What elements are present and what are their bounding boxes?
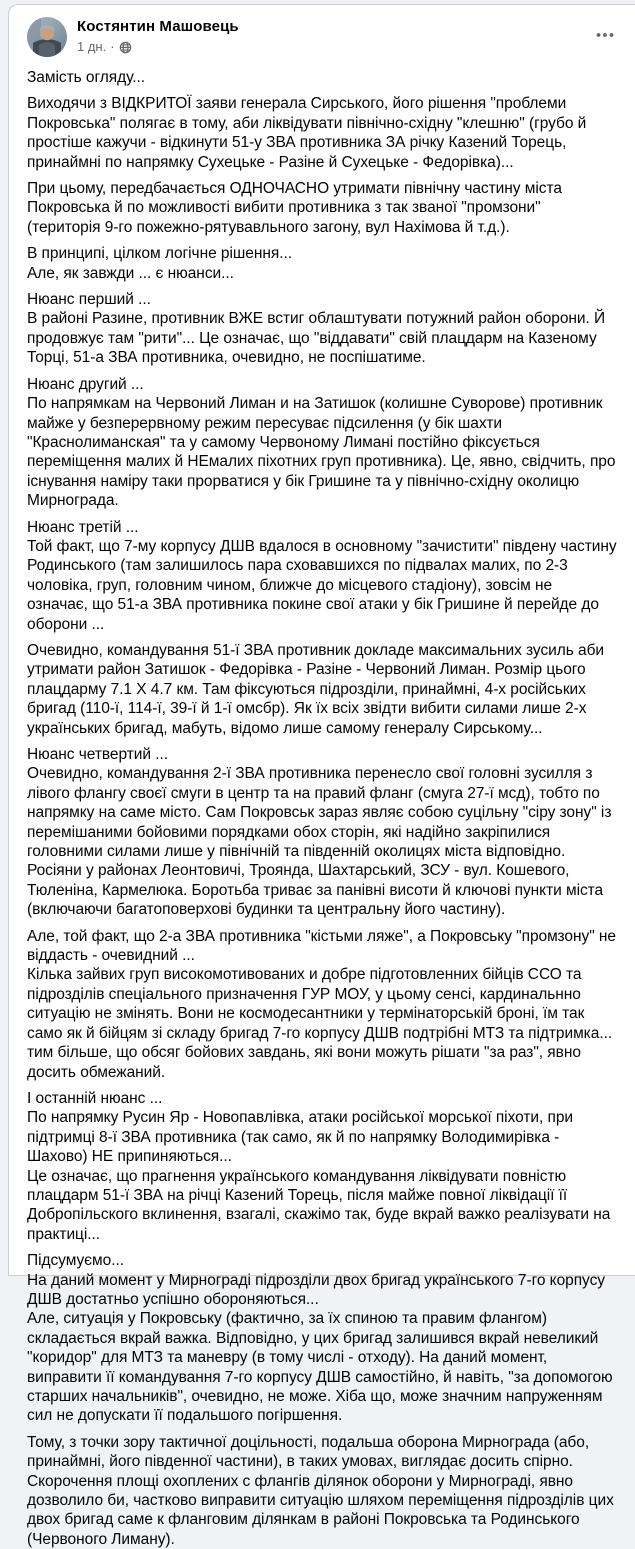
post-paragraph: Очевидно, командування 51-ї ЗВА противник докладе максимальних зусиль аби утримати район Затишок - Федорівка - Разіне - Червоний Лиман. Розмір цього плацдарму 7.1 Х 4.7 км. Там фіксуються підрозділи, принаймні, 4-х російських бригад (110-ї, 114-ї, 39-ї й 1-ї омсбр). Як їх всіх звідти вибити силами лише 2-х українських бригад, мабуть, відомо лише самому генералу Сирському... [27,641,605,737]
timestamp[interactable]: 1 дн. [77,39,107,54]
post-paragraph: Нюанс четвертий ... Очевидно, командування 2-ї ЗВА противника перенесло свої головні зусилля з лівого флангу своєї смуги в центр та на правий фланг (смуга 27-ї мсд), тобто по напрямку на саме місто. Сам Покровськ зараз являє собою суцільну "сіру зону" із перемішаними бойовими порядками обох сторін, які надійно закріпилися головними силами лише у північній та південній околицях міста відповідно. Росіяни у районах Леонтовичі, Троянда, Шахтарський, ЗСУ - вул. Кошевого, Тюленіна, Кармелюка. Боротьба триває за панівні висоти й ключові пункти міста (включаючи багатоповерхові будинки та центральну його частину). [27,746,612,919]
post-paragraph: Підсумуємо... На даний момент у Мирнограді підрозділи двох бригад українського 7-го корпусу ДШВ достатньо успішно обороняються... Але, ситуація у Покровську (фактично, за їх спиною та правим флангом) складається вкрай важка. Відповідно, у цих бригад залишився вкрай невеликий "коридор" для МТЗ та маневру (в тому числі - отходу). На даний момент, виправити її командування 7-го корпусу ДШВ самостійно, й навіть, "за допомогою старших начальників", очевидно, не може. Хіба що, може значним напруженням сил не допускати її подальшого погіршення. [27,1252,613,1425]
privacy-globe-icon [119,41,132,54]
post-header [9,5,635,57]
avatar[interactable] [27,17,67,57]
avatar-photo [27,17,67,57]
more-options-button[interactable] [589,19,621,51]
post-meta [77,39,589,55]
post-paragraph: Нюанс перший ... В районі Разине, противник ВЖЕ встиг облаштувати потужний район оборони. Й продовжує там "рити"... Це означає, що "віддавати" свій плацдарм на Казеному Торці, 51-а ЗВА противника, очевидно, не поспішатиме. [27,291,606,367]
post-paragraph: І останній нюанс ... По напрямку Русин Яр - Новопавлівка, атаки російської морської піхоти, при підтримці 8-ї ЗВА противника (так само, як й по напрямку Володимирівка - Шахово) НЕ припиняються... Це означає, що прагнення українського командування ліквідувати повністю плацдарм 51-ї ЗВА на річці Казений Торець, після майже повної ліквідації її Добропільского вклинення, взагалі, скажімо так, буде вкрай важко реалізувати на практиці... [27,1089,611,1243]
three-dots-icon [595,25,615,45]
post-paragraph: В принципі, цілком логічне рішення... Але, як завжди ... є нюанси... [27,245,292,282]
post-text [9,57,635,1549]
post-paragraph: Замість огляду... [27,69,145,86]
post-paragraph: Нюанс третій ... Той факт, що 7-му корпусу ДШВ вдалося в основному "зачистити" південу частину Родинського (там залишилось пара сховавшихся по підвалах малих, по 2-3 чоловіка, груп, головним чином, ближче до місцевого стадіону), зовсім не означає, що 51-а ЗВА противника покине свої атаки у бік Гришине й перейде до оборони ... [27,518,617,633]
post-paragraph: Нюанс другий ... По напрямкам на Червоний Лиман и на Затишок (колишне Суворове) противник майже у безперервному режим пересуває підсилення (у бік шахти "Краснолиманская" та у самому Червоному Лимані постійно фіксується переміщення малих й НЕмалих піхотних груп противника). Це, явно, свідчить, про існування наміру таки прорватися у бік Гришине та у північно-східну околицю Мирнограда. [27,375,616,510]
post-paragraph: Але, той факт, що 2-а ЗВА противника "кістьми ляже", а Покровську "промзону" не віддасть - очевидний ... Кілька зайвих груп високомотивованих и добре підготовленних бійців ССО та підрозділів спеціального призначення ГУР МОУ, у цьому сенсі, кардинальнно ситуацію не змінять. Вони не космодесантники у термінаторській броні, їм так само як й бійцям зі складу бригад 7-го корпусу ДШВ подтрібні МТЗ та підтримка... тим більше, що обсяг бойових завдань, які вони можуть рішати "за раз", явно досить обмежаний. [27,927,616,1081]
post-paragraph: Виходячи з ВІДКРИТОЇ заяви генерала Сирського, його рішення "проблеми Покровська" полягає в тому, аби ліквідувати північно-східну "клешню" (грубо й простіше кажучи - відкинути 51-у ЗВА противника ЗА річку Казений Торець, принаймні по напрямку Сухецьке - Разіне й Сухецьке - Федорівка)... [27,95,587,171]
author-name[interactable]: Костянтин Машовець [77,18,239,35]
post-paragraph: При цьому, передбачається ОДНОЧАСНО утримати північну частину міста Покровська й по можливості вибити противника з так званої "промзони" (територія 9-го пожежно-рятувавльного загону, вул Нахімова й т.д.). [27,180,562,236]
facebook-post-card [8,4,635,1548]
post-paragraph: Тому, з точки зору тактичної доцільності, подальша оборона Мирнограда (або, принаймні, його південної частини), в таких умовах, виглядає досить спірно. Скорочення площі охоплених с флангів ділянок оборони у Мирнограді, явно дозволило би, частково виправити ситуацію шляхом переміщення підрозділів цих двох бригад саме к фланговим ділянкам в районі Покровська та Родинського (Червоного Лиману). [27,1433,614,1548]
meta-separator: · [110,39,115,54]
post-author-block [77,17,589,55]
